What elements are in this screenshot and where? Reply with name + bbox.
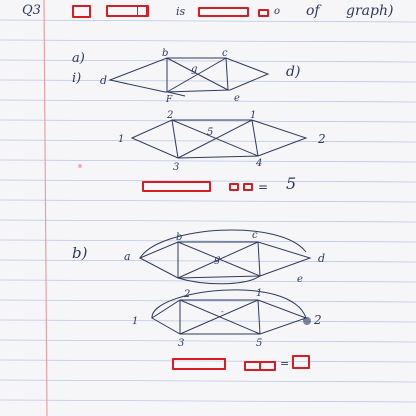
vertex-4-bottom: 4	[256, 158, 263, 169]
part-a-sublabel: i)	[72, 71, 82, 86]
vertex-1-left: 1	[118, 134, 125, 145]
redaction-box-10	[292, 355, 310, 369]
redaction-box-9-divider	[259, 361, 261, 371]
vertex-b: b	[162, 48, 169, 59]
word-is: is	[176, 5, 186, 18]
equals-sign-b: =	[280, 357, 290, 370]
part-a-result-value: 5	[286, 174, 297, 193]
vertex-5-b: 5	[256, 338, 263, 349]
vertex-1-top: 1	[250, 110, 257, 121]
vertex-g: g	[191, 64, 198, 75]
vertex-d-right: d)	[286, 64, 301, 80]
vertex-2-b: 2	[184, 289, 191, 300]
vertex-2-b-right: 2	[314, 313, 322, 327]
vertex-e-b: e	[297, 274, 303, 285]
word-of: of	[306, 3, 320, 19]
part-a-label: a)	[72, 51, 85, 66]
vertex-d-b: d	[318, 252, 326, 265]
vertex-center-b: -	[221, 307, 224, 316]
vertex-2-top: 2	[167, 110, 174, 121]
vertex-1-b-left: 1	[132, 316, 139, 327]
dot-mark: o	[274, 6, 281, 17]
vertex-c-b: c	[252, 230, 258, 241]
vertex-f: F	[166, 95, 173, 105]
equals-sign-a: =	[258, 180, 269, 194]
vertex-3-b: 3	[178, 338, 185, 349]
vertex-e: e	[234, 93, 240, 104]
vertex-b-b: b	[176, 232, 183, 243]
vertex-c: c	[222, 48, 228, 59]
scribble-mark	[303, 317, 311, 325]
vertex-3-bottom: 3	[173, 162, 180, 173]
word-graph: graph)	[346, 3, 394, 19]
vertex-5-center: 5	[207, 127, 214, 138]
vertex-g-b: g	[214, 254, 221, 265]
redaction-box-8	[172, 358, 226, 370]
vertex-a: a	[124, 250, 131, 263]
vertex-d-left: d	[100, 74, 108, 87]
part-b-label: b)	[72, 244, 88, 262]
vertex-2-right: 2	[318, 132, 326, 146]
question-number: Q3	[22, 3, 41, 18]
vertex-1-b-top: 1	[256, 288, 263, 299]
